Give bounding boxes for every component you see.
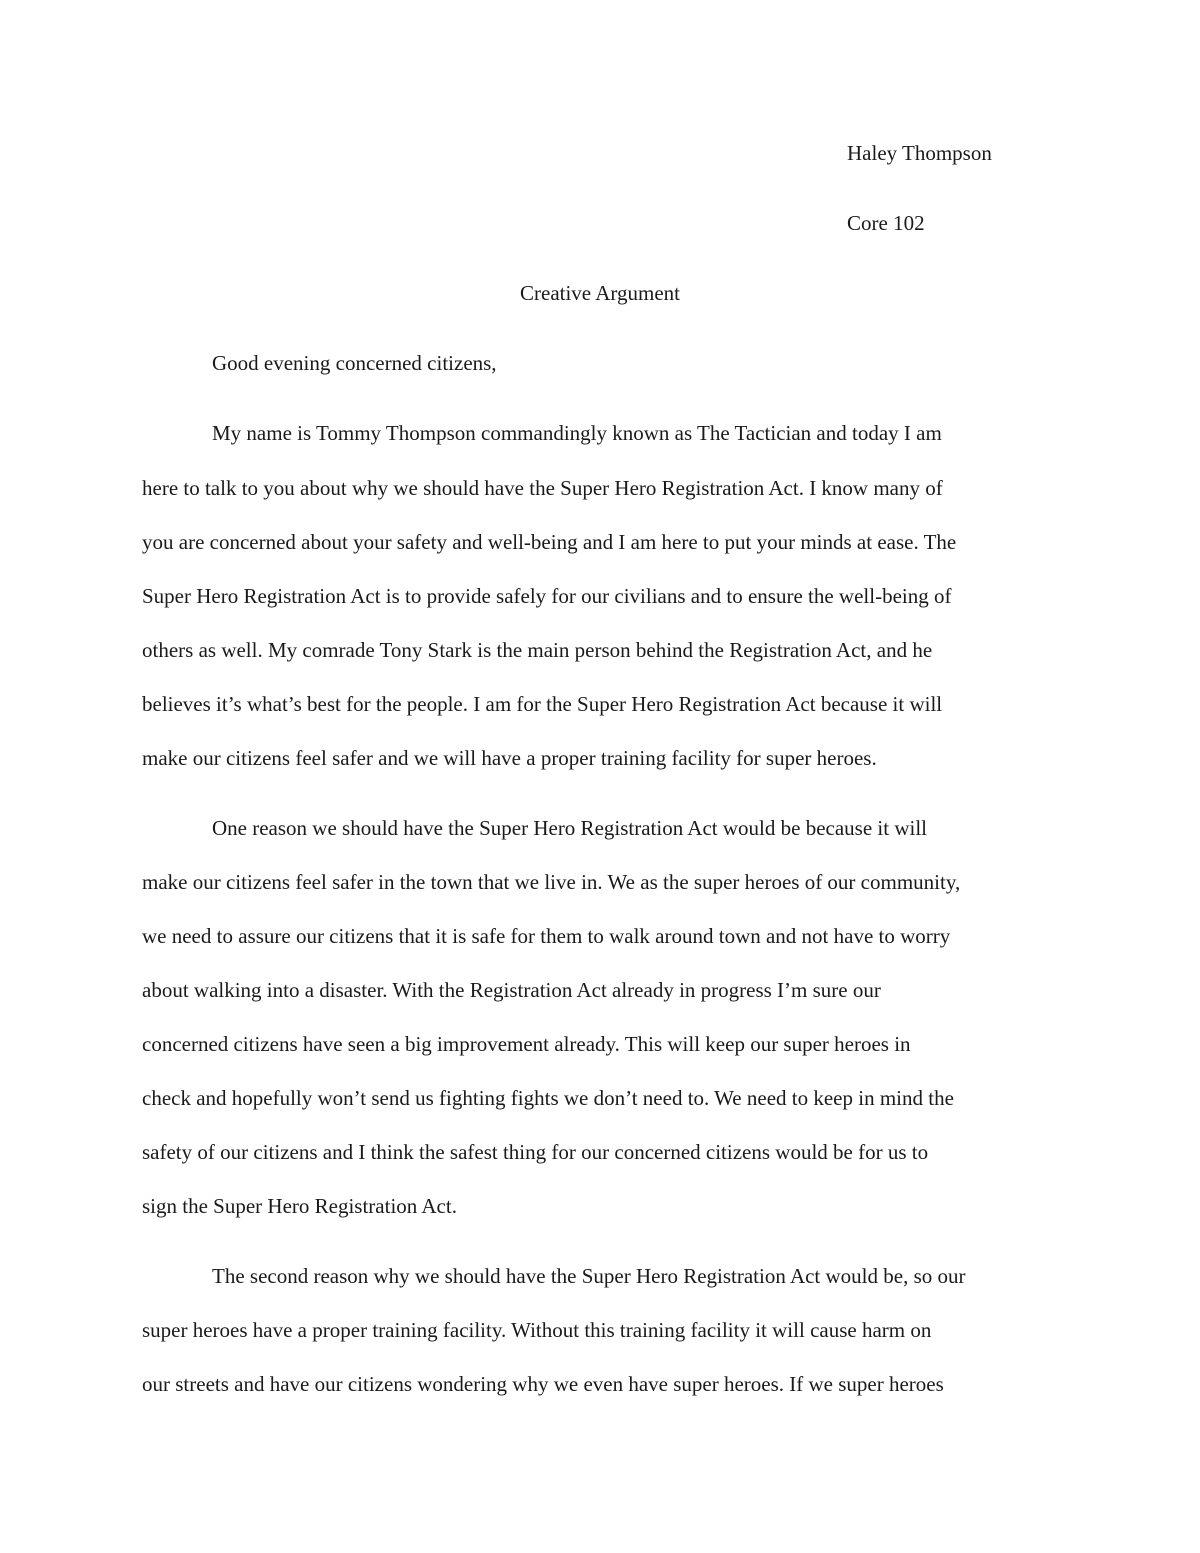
paragraph-1-line: believes it’s what’s best for the people. I am for the Super Hero Registration Act because it will [142, 692, 943, 716]
author-name: Haley Thompson [847, 141, 992, 165]
paragraph-2-line: safety of our citizens and I think the safest thing for our concerned citizens would be for us to [142, 1140, 929, 1164]
paragraph-2-line: sign the Super Hero Registration Act. [142, 1194, 457, 1218]
paragraph-3-line: The second reason why we should have the Super Hero Registration Act would be, so our [212, 1264, 966, 1288]
paragraph-2-line: One reason we should have the Super Hero Registration Act would be because it will [212, 816, 927, 840]
paragraph-3-line: our streets and have our citizens wondering why we even have super heroes. If we super heroes [142, 1372, 944, 1396]
paragraph-2-line: about walking into a disaster. With the Registration Act already in progress I’m sure our [142, 978, 881, 1002]
course-name: Core 102 [847, 211, 925, 235]
paragraph-1-line: Super Hero Registration Act is to provide safely for our civilians and to ensure the well-being of [142, 584, 952, 608]
paragraph-1-line: you are concerned about your safety and well-being and I am here to put your minds at ease. The [142, 530, 957, 554]
document-title: Creative Argument [520, 281, 680, 305]
salutation: Good evening concerned citizens, [212, 351, 497, 375]
paragraph-1-line: make our citizens feel safer and we will have a proper training facility for super heroes. [142, 746, 877, 770]
paragraph-1-line: My name is Tommy Thompson commandingly known as The Tactician and today I am [212, 421, 942, 445]
paragraph-2-line: check and hopefully won’t send us fighting fights we don’t need to. We need to keep in mind the [142, 1086, 954, 1110]
paragraph-1-line: others as well. My comrade Tony Stark is the main person behind the Registration Act, and he [142, 638, 933, 662]
paragraph-2-line: we need to assure our citizens that it is safe for them to walk around town and not have to worry [142, 924, 951, 948]
paragraph-2-line: make our citizens feel safer in the town that we live in. We as the super heroes of our community, [142, 870, 961, 894]
paragraph-1-line: here to talk to you about why we should have the Super Hero Registration Act. I know many of [142, 476, 943, 500]
paragraph-2-line: concerned citizens have seen a big improvement already. This will keep our super heroes in [142, 1032, 911, 1056]
paragraph-3-line: super heroes have a proper training facility. Without this training facility it will cause harm on [142, 1318, 932, 1342]
